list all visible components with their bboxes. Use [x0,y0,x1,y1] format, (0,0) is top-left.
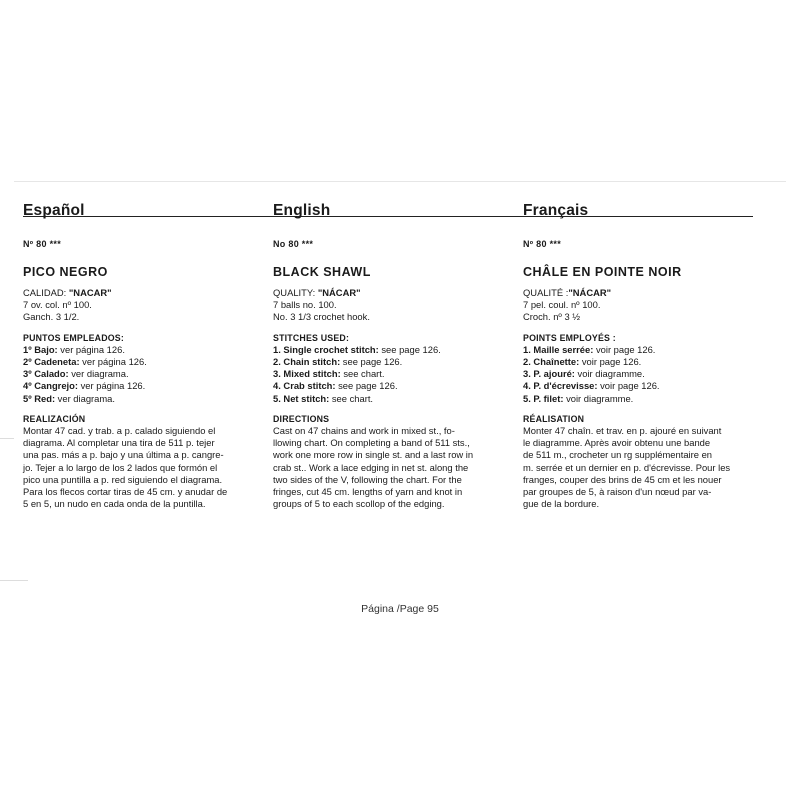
material-line: Ganch. 3 1/2. [23,311,80,323]
stitch-name: 5. P. filet: [523,392,564,404]
stitches-heading: STITCHES USED: [273,332,350,343]
directions-heading: DIRECTIONS [273,413,330,424]
materials [523,287,767,324]
directions-line: Monter 47 chaîn. et trav. en p. ajouré en suivant [523,425,722,437]
stitch-item [273,380,517,392]
stitch-desc: see chart. [340,368,385,380]
stitch-name: 5º Red: [23,392,56,404]
stitch-list [523,344,767,405]
stitch-desc: ver diagrama. [55,392,115,404]
stitch-name: 2. Chaînette: [523,356,580,368]
pattern-number: Nº 80 *** [523,239,562,249]
language-heading: Français [523,202,589,219]
stitch-item [273,368,517,380]
materials [23,287,267,324]
directions-line: jo. Tejer a lo largo de los 2 lados que formón el [23,461,218,473]
pattern-number: No 80 *** [273,239,314,249]
stitch-name: 3. Mixed stitch: [273,368,341,380]
stitch-item [23,356,267,368]
directions-line: le diagramme. Après avoir obtenu une bande [523,437,711,449]
directions-line: llowing chart. On completing a band of 511 sts., [273,437,470,449]
stitch-item [23,380,267,392]
stitch-item [23,368,267,380]
pattern-title: PICO NEGRO [23,265,108,279]
quality-line [273,287,517,299]
directions-line: de 511 m., crocheter un rg supplémentaire en [523,449,712,461]
stitch-desc: ver diagrama. [68,368,129,380]
stitch-desc: voir page 126. [579,356,642,368]
stitch-name: 1. Single crochet stitch: [273,343,379,355]
directions-line: Montar 47 cad. y trab. a p. calado siguiendo el [23,425,216,437]
directions-line: m. serrée et un dernier en p. d'écrevisse. Pour les [523,461,731,473]
quality-value: "NÁCAR" [568,287,612,298]
stitch-name: 4º Cangrejo: [23,380,78,392]
stitch-name: 2º Cadeneta: [23,356,80,368]
stitches-heading: PUNTOS EMPLEADOS: [23,332,124,343]
stitch-item [523,368,767,380]
directions-line: Cast on 47 chains and work in mixed st., fo- [273,425,455,437]
directions-line: diagrama. Al completar una tira de 511 p. tejer [23,437,215,449]
quality-line [23,287,267,299]
pattern-title: BLACK SHAWL [273,265,371,279]
margin-mark [0,438,14,439]
quality-value: "NÁCAR" [317,287,361,298]
directions-line: una pas. más a p. bajo y una última a p. cangre- [23,449,224,461]
stitch-item [523,344,767,356]
stitch-item [23,344,267,356]
stitch-item [273,393,517,405]
stitches-heading: POINTS EMPLOYÉS : [523,332,616,343]
stitch-desc: voir diagramme. [574,368,645,380]
stitch-item [523,380,767,392]
stitch-name: 5. Net stitch: [273,392,330,404]
directions-text [523,425,767,510]
stitch-desc: see page 126. [335,380,398,392]
stitch-desc: ver página 126. [79,356,147,368]
directions-line: two sides of the V, following the chart. For the [273,473,462,485]
materials [273,287,517,324]
stitch-name: 4. P. d'écrevisse: [523,380,598,392]
material-line: No. 3 1/3 crochet hook. [273,311,370,323]
column-french [523,202,767,510]
stitch-item [523,356,767,368]
directions-line: crab st.. Work a lace edging in net st. along the [273,461,469,473]
material-line: 7 balls no. 100. [273,299,337,311]
quality-label: QUALITY: [273,287,318,298]
stitch-name: 1. Maille serrée: [523,343,594,355]
pattern-title: CHÂLE EN POINTE NOIR [523,265,682,279]
directions-line: par groupes de 5, à raison d'un nœud par va- [523,486,712,498]
stitch-desc: voir page 126. [593,343,656,355]
stitch-name: 3º Calado: [23,368,69,380]
directions-heading: RÉALISATION [523,413,585,424]
stitch-list [273,344,517,405]
directions-text [273,425,517,510]
stitch-desc: see chart. [329,392,374,404]
stitch-item [23,393,267,405]
directions-heading: REALIZACIÓN [23,413,86,424]
stitch-desc: voir diagramme. [563,392,634,404]
directions-line: work one more row in single st. and a last row in [273,449,474,461]
material-line: 7 pel. coul. nº 100. [523,299,601,311]
language-heading: Español [23,202,85,219]
stitch-desc: ver página 126. [57,343,125,355]
directions-line: fringes, cut 45 cm. lengths of yarn and knot in [273,486,463,498]
quality-value: "NACAR" [68,287,112,298]
stitch-name: 3. P. ajouré: [523,368,575,380]
quality-label: CALIDAD: [23,287,69,298]
stitch-item [273,356,517,368]
stitch-desc: ver página 126. [78,380,146,392]
page-number: Página /Page 95 [361,603,439,615]
directions-line: pico una puntilla a p. red siguiendo el diagrama. [23,473,223,485]
quality-line [523,287,767,299]
directions-line: groups of 5 to each scollop of the edging. [273,498,445,510]
top-divider [14,181,786,182]
stitch-item [523,393,767,405]
pattern-number: Nº 80 *** [23,239,62,249]
language-heading: English [273,202,331,219]
margin-mark [0,580,28,581]
material-line: Croch. nº 3 ½ [523,311,581,323]
column-english [273,202,517,510]
stitch-name: 4. Crab stitch: [273,380,336,392]
column-spanish [23,202,267,510]
stitch-desc: voir page 126. [597,380,660,392]
directions-line: Para los flecos cortar tiras de 45 cm. y anudar de [23,486,228,498]
stitch-desc: see page 126. [378,343,441,355]
material-line: 7 ov. col. nº 100. [23,299,92,311]
stitch-name: 1º Bajo: [23,343,58,355]
directions-text [23,425,267,510]
quality-label: QUALITÉ : [523,287,569,298]
stitch-desc: see page 126. [340,356,403,368]
directions-line: 5 en 5, un nudo en cada onda de la puntilla. [23,498,206,510]
directions-line: gue de la bordure. [523,498,600,510]
stitch-item [273,344,517,356]
directions-line: franges, couper des brins de 45 cm et les nouer [523,473,722,485]
stitch-name: 2. Chain stitch: [273,356,341,368]
stitch-list [23,344,267,405]
